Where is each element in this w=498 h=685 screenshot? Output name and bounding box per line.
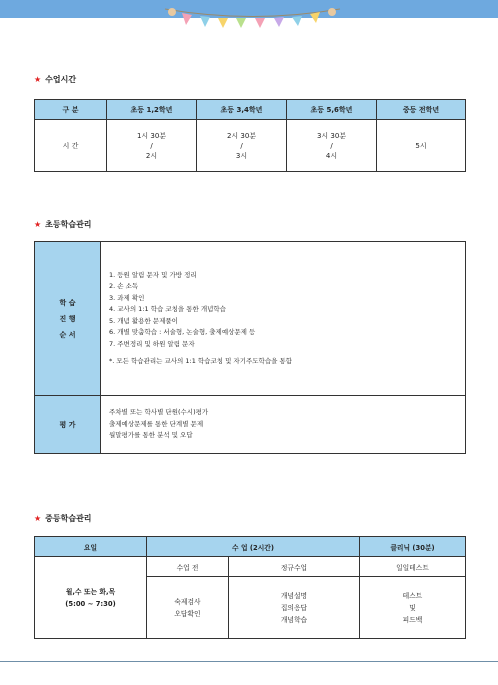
step-item: 1. 등원 알림 문자 및 가방 정리	[109, 270, 197, 279]
section-title-elementary	[34, 219, 92, 230]
learning-process-steps	[101, 242, 466, 396]
clinic-item: 테스트	[402, 591, 423, 600]
process-note: *. 모든 학습관리는 교사의 1:1 학습코칭 및 자기주도학습을 통함	[109, 357, 293, 365]
section-title-middle-school	[34, 513, 92, 524]
time-middle-school	[377, 120, 466, 172]
section-title-class-time	[34, 74, 76, 85]
time-value: 1시 30분	[136, 131, 167, 140]
time-value: 3시 30분	[316, 131, 347, 140]
section-title-text: 초등학습관리	[45, 220, 92, 229]
regular-class-item: 개념설명	[280, 591, 308, 600]
time-separator: /	[330, 141, 333, 150]
evaluation-item: 주차별 또는 학사별 단원(수시)평가	[109, 408, 209, 417]
before-class-cell	[147, 577, 229, 639]
evaluation-item: 월말평가를 통한 분석 및 오답	[109, 431, 193, 440]
class-time-table	[34, 99, 466, 172]
header-grade-5-6: 초등 5,6학년	[287, 100, 377, 120]
time-value: 2시 30분	[226, 131, 257, 140]
header-day: 요일	[35, 537, 147, 557]
star-icon: ★	[34, 74, 42, 84]
regular-class-item: 개념학습	[280, 615, 308, 624]
middle-school-management-table	[34, 536, 466, 639]
evaluation-item: 출제예상문제를 통한 단계별 문제	[109, 419, 204, 428]
clinic-item: 피드백	[402, 615, 423, 624]
time-grade-1-2	[107, 120, 197, 172]
regular-class-cell	[229, 577, 360, 639]
star-icon: ★	[34, 219, 42, 229]
label-line: 진 행	[59, 314, 76, 323]
before-class-item: 오답확인	[174, 609, 201, 618]
time-grade-5-6	[287, 120, 377, 172]
step-item: 6. 개별 맞춤학습 : 서술형, 논술형, 출제예상문제 등	[109, 328, 256, 336]
label-line: 학 습	[59, 298, 76, 307]
row-label-time: 시 간	[35, 120, 107, 172]
clinic-cell	[360, 577, 466, 639]
time-grade-3-4	[197, 120, 287, 172]
step-item: 2. 손 소독	[109, 282, 139, 290]
step-item: 7. 주변정리 및 하원 알림 문자	[109, 339, 195, 348]
time-range-text: (5:00 ~ 7:30)	[65, 599, 116, 608]
day-cell	[35, 557, 147, 639]
step-item: 5. 개념 활용한 문제풀이	[109, 316, 178, 325]
before-class-item: 숙제검사	[174, 597, 201, 606]
time-value: 2시	[145, 151, 158, 160]
section-title-text: 수업시간	[45, 75, 77, 84]
time-separator: /	[240, 141, 243, 150]
time-value: 5시	[415, 141, 427, 150]
header-grade-3-4: 초등 3,4학년	[197, 100, 287, 120]
evaluation-items	[101, 396, 466, 454]
star-icon: ★	[34, 513, 42, 523]
day-text: 월,수 또는 화,목	[65, 587, 116, 596]
header-clinic: 클리닉 (30분)	[360, 537, 466, 557]
time-value: 4시	[325, 151, 338, 160]
time-separator: /	[150, 141, 153, 150]
step-item: 3. 과제 확인	[109, 293, 145, 302]
label-evaluation: 평 가	[35, 396, 101, 454]
subheader-regular-class: 정규수업	[229, 557, 360, 577]
bunting-garland-decoration	[160, 6, 345, 28]
time-value: 3시	[235, 151, 248, 160]
regular-class-item: 집의응답	[280, 603, 308, 612]
label-learning-process	[35, 242, 101, 396]
bottom-divider	[0, 661, 498, 662]
section-title-text: 중등학습관리	[45, 514, 92, 523]
header-class: 수 업 (2시간)	[147, 537, 360, 557]
clinic-item: 및	[409, 603, 416, 612]
header-category: 구 분	[35, 100, 107, 120]
subheader-daily-test: 일일테스트	[360, 557, 466, 577]
subheader-before-class: 수업 전	[147, 557, 229, 577]
label-line: 순 서	[59, 330, 76, 339]
header-grade-1-2: 초등 1,2학년	[107, 100, 197, 120]
step-item: 4. 교사의 1:1 학습 코칭을 통한 개념학습	[109, 305, 226, 313]
header-middle-school: 중등 전학년	[377, 100, 466, 120]
elementary-management-table	[34, 241, 466, 454]
